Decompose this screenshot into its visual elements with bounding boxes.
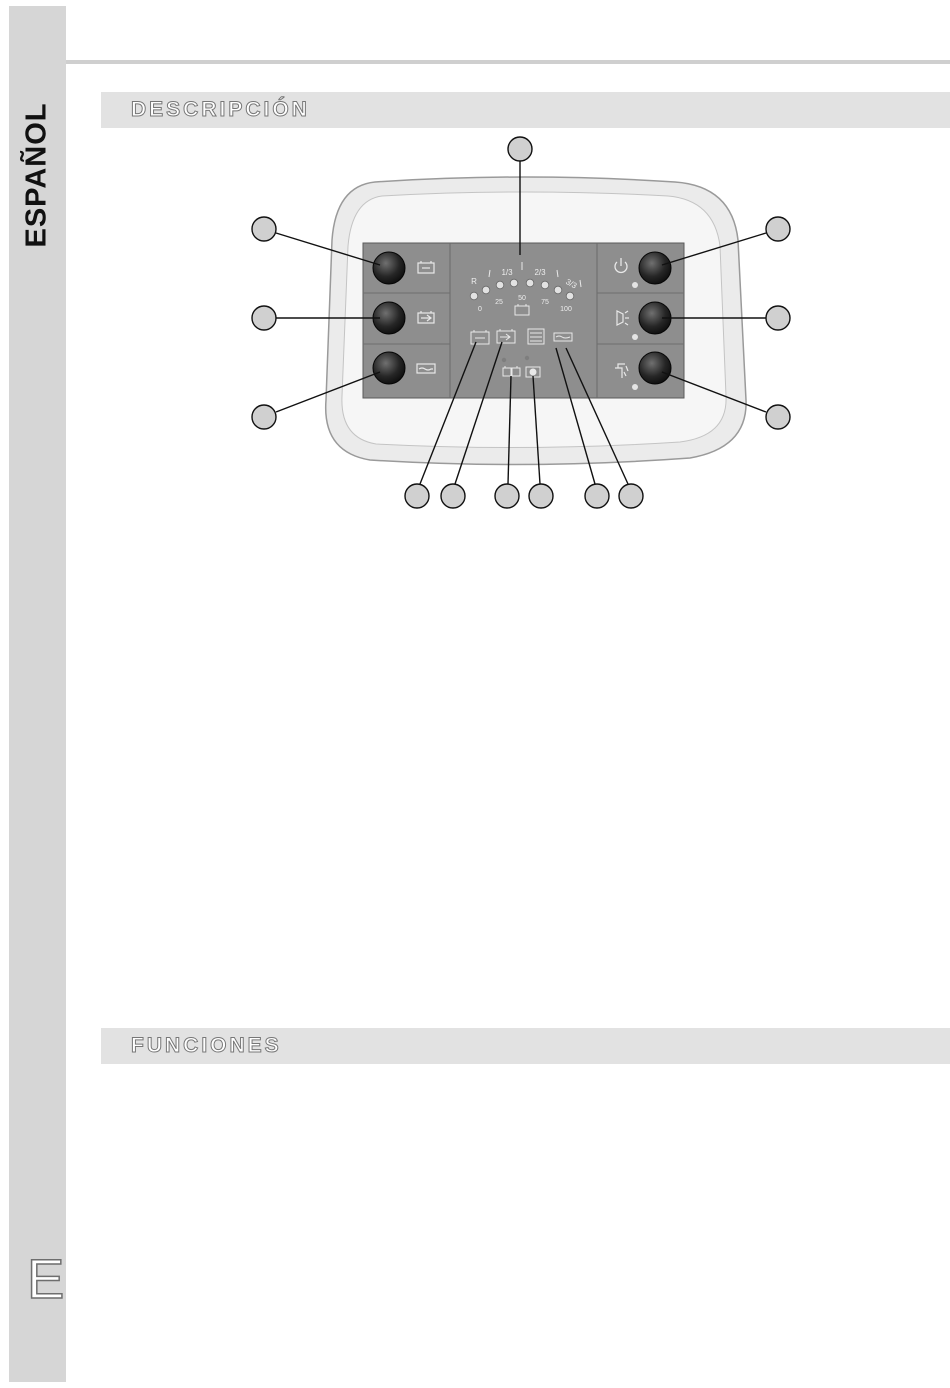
- pump-knob[interactable]: [639, 352, 671, 384]
- gauge-label-full: 3/3: [564, 277, 579, 291]
- callout-circle: [252, 217, 276, 241]
- gauge-led: [526, 279, 534, 287]
- description-title: DESCRIPCIÓN: [131, 98, 310, 121]
- pump-led: [632, 384, 638, 390]
- callout-circle: [585, 484, 609, 508]
- power-led: [632, 282, 638, 288]
- callout-circle: [766, 217, 790, 241]
- indicator-led: [502, 358, 506, 362]
- language-label: ESPAÑOL: [20, 102, 53, 248]
- gauge-led: [510, 279, 518, 287]
- gauge-label-two-thirds: 2/3: [534, 268, 546, 277]
- callout-circle: [405, 484, 429, 508]
- callout-circle: [619, 484, 643, 508]
- gauge-led: [482, 286, 490, 294]
- left-knob-1[interactable]: [373, 252, 405, 284]
- left-knob-3[interactable]: [373, 352, 405, 384]
- gauge-led: [470, 292, 478, 300]
- callout-circle: [508, 137, 532, 161]
- gauge-percent-75: 75: [541, 299, 549, 306]
- callout-circle: [441, 484, 465, 508]
- callout-circle: [529, 484, 553, 508]
- gauge-label-one-third: 1/3: [501, 268, 513, 277]
- section-letter: E: [27, 1247, 65, 1310]
- callout-circle: [766, 306, 790, 330]
- gauge-percent-0: 0: [478, 306, 482, 313]
- gauge-label-r: R: [471, 277, 477, 286]
- panel-face: [363, 243, 684, 398]
- callout-circle: [766, 405, 790, 429]
- light-led: [632, 334, 638, 340]
- gauge-percent-25: 25: [495, 299, 503, 306]
- indicator-led: [525, 356, 529, 360]
- gauge-percent-100: 100: [560, 306, 572, 313]
- functions-title: FUNCIONES: [131, 1034, 282, 1057]
- power-knob[interactable]: [639, 252, 671, 284]
- callout-circle: [252, 405, 276, 429]
- gauge-led: [554, 286, 562, 294]
- callout-circle: [252, 306, 276, 330]
- gauge-percent-50: 50: [518, 295, 526, 302]
- gauge-led: [566, 292, 574, 300]
- gauge-led: [541, 281, 549, 289]
- callout-circle: [495, 484, 519, 508]
- gauge-led: [496, 281, 504, 289]
